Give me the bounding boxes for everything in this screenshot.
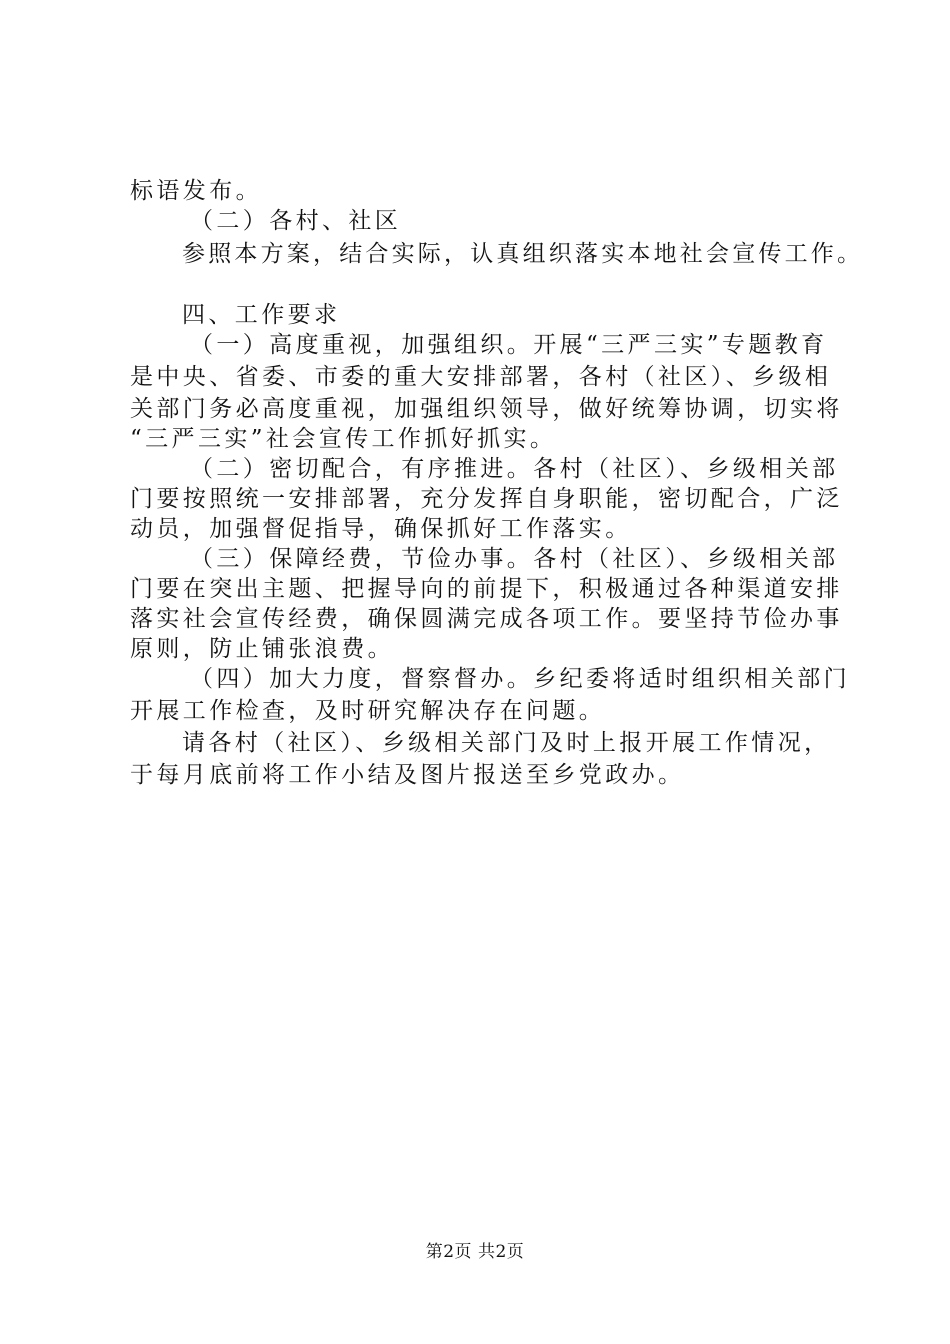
- paragraph-line: （一）高度重视，加强组织。开展“三严三实”专题教育: [190, 332, 828, 358]
- paragraph-line: 关部门务必高度重视，加强组织领导，做好统筹协调，切实将: [130, 396, 843, 422]
- paragraph-line: 开展工作检查，及时研究解决存在问题。: [130, 698, 606, 724]
- paragraph-line: 标语发布。: [130, 178, 262, 204]
- paragraph-line: “三严三实”社会宣传工作抓好抓实。: [130, 426, 557, 452]
- paragraph-line: （二）密切配合，有序推进。各村（社区）、乡级相关部: [190, 456, 839, 482]
- paragraph-line: 请各村（社区）、乡级相关部门及时上报开展工作情况，: [182, 730, 831, 756]
- paragraph-line: 落实社会宣传经费，确保圆满完成各项工作。要坚持节俭办事: [130, 606, 843, 632]
- paragraph-line: 参照本方案，结合实际，认真组织落实本地社会宣传工作。: [182, 241, 864, 267]
- section-heading: （二）各村、社区: [190, 208, 402, 234]
- paragraph-line: 于每月底前将工作小结及图片报送至乡党政办。: [130, 762, 685, 788]
- page-footer: 第2页 共2页: [425, 1242, 525, 1262]
- section-heading: 四、工作要求: [182, 302, 341, 328]
- paragraph-line: （四）加大力度，督察督办。乡纪委将适时组织相关部门: [190, 666, 850, 692]
- paragraph-line: 动员，加强督促指导，确保抓好工作落实。: [130, 516, 632, 542]
- paragraph-line: 门要按照统一安排部署，充分发挥自身职能，密切配合，广泛: [130, 486, 843, 512]
- paragraph-line: 原则，防止铺张浪费。: [130, 636, 394, 662]
- paragraph-line: （三）保障经费，节俭办事。各村（社区）、乡级相关部: [190, 546, 839, 572]
- paragraph-line: 门要在突出主题、把握导向的前提下，积极通过各种渠道安排: [130, 576, 843, 602]
- paragraph-line: 是中央、省委、市委的重大安排部署，各村（社区）、乡级相: [130, 364, 832, 390]
